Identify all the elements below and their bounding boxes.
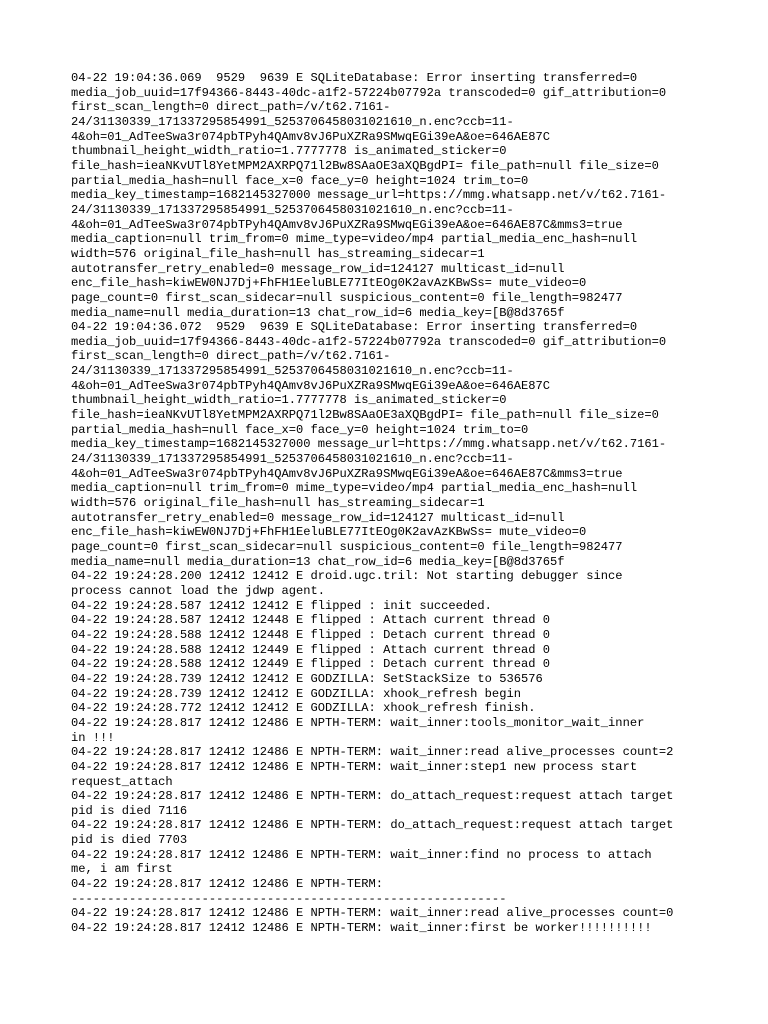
log-line: 04-22 19:24:28.200 12412 12412 E droid.ugc.tril: Not starting debugger since <box>71 569 623 584</box>
log-line: 4&oh=01_AdTeeSwa3r074pbTPyh4QAmv8vJ6PuXZRa9SMwqEGi39eA&oe=646AE87C&mms3=true <box>71 466 623 481</box>
log-line: 04-22 19:24:28.588 12412 12449 E flipped : Attach current thread 0 <box>71 642 550 657</box>
log-line: 04-22 19:24:28.587 12412 12448 E flipped : Attach current thread 0 <box>71 613 550 628</box>
log-line: file_hash=ieaNKvUTl8YetMPM2AXRPQ71l2Bw8SAaOE3aXQBgdPI= file_path=null file_size=0 <box>71 158 659 173</box>
log-line: 04-22 19:24:28.817 12412 12486 E NPTH-TERM: <box>71 877 384 892</box>
log-line: autotransfer_retry_enabled=0 message_row_id=124127 multicast_id=null <box>71 510 565 525</box>
log-line: in !!! <box>71 730 115 745</box>
log-line: 24/31130339_171337295854991_5253706458031021610_n.enc?ccb=11- <box>71 364 514 379</box>
log-line: media_key_timestamp=1682145327000 message_url=https://mmg.whatsapp.net/v/t62.7161- <box>71 188 667 203</box>
log-line: me, i am first <box>71 862 173 877</box>
log-line: 04-22 19:24:28.588 12412 12449 E flipped : Detach current thread 0 <box>71 657 550 672</box>
log-line: 24/31130339_171337295854991_5253706458031021610_n.enc?ccb=11- <box>71 202 514 217</box>
log-line: partial_media_hash=null face_x=0 face_y=0 height=1024 trim_to=0 <box>71 173 529 188</box>
log-line: process cannot load the jdwp agent. <box>71 583 326 598</box>
log-line: width=576 original_file_hash=null has_streaming_sidecar=1 <box>71 246 485 261</box>
log-line: 4&oh=01_AdTeeSwa3r074pbTPyh4QAmv8vJ6PuXZRa9SMwqEGi39eA&oe=646AE87C <box>71 129 550 144</box>
log-line: 04-22 19:24:28.817 12412 12486 E NPTH-TERM: wait_inner:find no process to attach <box>71 847 652 862</box>
log-line: file_hash=ieaNKvUTl8YetMPM2AXRPQ71l2Bw8SAaOE3aXQBgdPI= file_path=null file_size=0 <box>71 408 659 423</box>
log-line: width=576 original_file_hash=null has_streaming_sidecar=1 <box>71 496 485 511</box>
log-line: 04-22 19:24:28.817 12412 12486 E NPTH-TERM: wait_inner:tools_monitor_wait_inner <box>71 715 645 730</box>
log-line: 04-22 19:24:28.772 12412 12412 E GODZILLA: xhook_refresh finish. <box>71 701 536 716</box>
log-line: 04-22 19:04:36.072 9529 9639 E SQLiteDatabase: Error inserting transferred=0 <box>71 320 638 335</box>
log-line: 04-22 19:24:28.817 12412 12486 E NPTH-TERM: wait_inner:first be worker!!!!!!!!!! <box>71 921 652 936</box>
log-line: 04-22 19:24:28.739 12412 12412 E GODZILLA: xhook_refresh begin <box>71 686 521 701</box>
log-line: pid is died 7703 <box>71 833 188 848</box>
log-line: page_count=0 first_scan_sidecar=null suspicious_content=0 file_length=982477 <box>71 540 623 554</box>
log-line: media_name=null media_duration=13 chat_row_id=6 media_key=[B@8d3765f <box>71 305 565 320</box>
log-line: media_caption=null trim_from=0 mime_type=video/mp4 partial_media_enc_hash=null <box>71 481 638 496</box>
log-line: enc_file_hash=kiwEW0NJ7Dj+FhFH1EeluBLE77ItEOg0K2avAzKBwSs= mute_video=0 <box>71 276 587 291</box>
log-line: 04-22 19:24:28.817 12412 12486 E NPTH-TERM: wait_inner:read alive_processes count=0 <box>71 906 674 921</box>
log-line: request_attach <box>71 774 173 789</box>
log-line: 04-22 19:24:28.817 12412 12486 E NPTH-TERM: wait_inner:read alive_processes count=2 <box>71 745 674 760</box>
log-line: thumbnail_height_width_ratio=1.7777778 is_animated_sticker=0 <box>71 393 507 408</box>
log-line: 24/31130339_171337295854991_5253706458031021610_n.enc?ccb=11- <box>71 452 514 467</box>
log-line: 04-22 19:24:28.588 12412 12448 E flipped : Detach current thread 0 <box>71 627 550 642</box>
log-line: media_job_uuid=17f94366-8443-40dc-a1f2-57224b07792a transcoded=0 gif_attribution=0 <box>71 85 667 100</box>
log-line: 04-22 19:04:36.069 9529 9639 E SQLiteDatabase: Error inserting transferred=0 <box>71 71 638 85</box>
log-line: 04-22 19:24:28.817 12412 12486 E NPTH-TERM: do_attach_request:request attach target <box>71 818 674 833</box>
log-line: pid is died 7116 <box>71 803 188 818</box>
log-line: 4&oh=01_AdTeeSwa3r074pbTPyh4QAmv8vJ6PuXZRa9SMwqEGi39eA&oe=646AE87C <box>71 378 550 393</box>
log-line: 04-22 19:24:28.739 12412 12412 E GODZILLA: SetStackSize to 536576 <box>71 671 543 686</box>
log-line: autotransfer_retry_enabled=0 message_row_id=124127 multicast_id=null <box>71 261 565 276</box>
log-line: ------------------------------------------------------------ <box>71 891 507 906</box>
log-line: first_scan_length=0 direct_path=/v/t62.7161- <box>71 349 391 364</box>
log-line: 04-22 19:24:28.817 12412 12486 E NPTH-TERM: wait_inner:step1 new process start <box>71 759 638 774</box>
log-line: 4&oh=01_AdTeeSwa3r074pbTPyh4QAmv8vJ6PuXZRa9SMwqEGi39eA&oe=646AE87C&mms3=true <box>71 217 623 232</box>
log-line: enc_file_hash=kiwEW0NJ7Dj+FhFH1EeluBLE77ItEOg0K2avAzKBwSs= mute_video=0 <box>71 525 587 540</box>
log-line: page_count=0 first_scan_sidecar=null suspicious_content=0 file_length=982477 <box>71 290 623 305</box>
log-line: media_caption=null trim_from=0 mime_type=video/mp4 partial_media_enc_hash=null <box>71 232 638 247</box>
log-line: first_scan_length=0 direct_path=/v/t62.7161- <box>71 100 391 115</box>
log-line: 04-22 19:24:28.587 12412 12412 E flipped : init succeeded. <box>71 598 492 613</box>
log-line: 24/31130339_171337295854991_5253706458031021610_n.enc?ccb=11- <box>71 114 514 129</box>
log-line: thumbnail_height_width_ratio=1.7777778 is_animated_sticker=0 <box>71 144 507 159</box>
log-line: 04-22 19:24:28.817 12412 12486 E NPTH-TERM: do_attach_request:request attach target <box>71 789 674 804</box>
log-line: media_name=null media_duration=13 chat_row_id=6 media_key=[B@8d3765f <box>71 554 565 569</box>
log-line: media_key_timestamp=1682145327000 message_url=https://mmg.whatsapp.net/v/t62.7161- <box>71 437 667 452</box>
log-line: media_job_uuid=17f94366-8443-40dc-a1f2-57224b07792a transcoded=0 gif_attribution=0 <box>71 334 667 349</box>
log-text-block <box>71 71 711 936</box>
log-line: partial_media_hash=null face_x=0 face_y=0 height=1024 trim_to=0 <box>71 422 529 437</box>
